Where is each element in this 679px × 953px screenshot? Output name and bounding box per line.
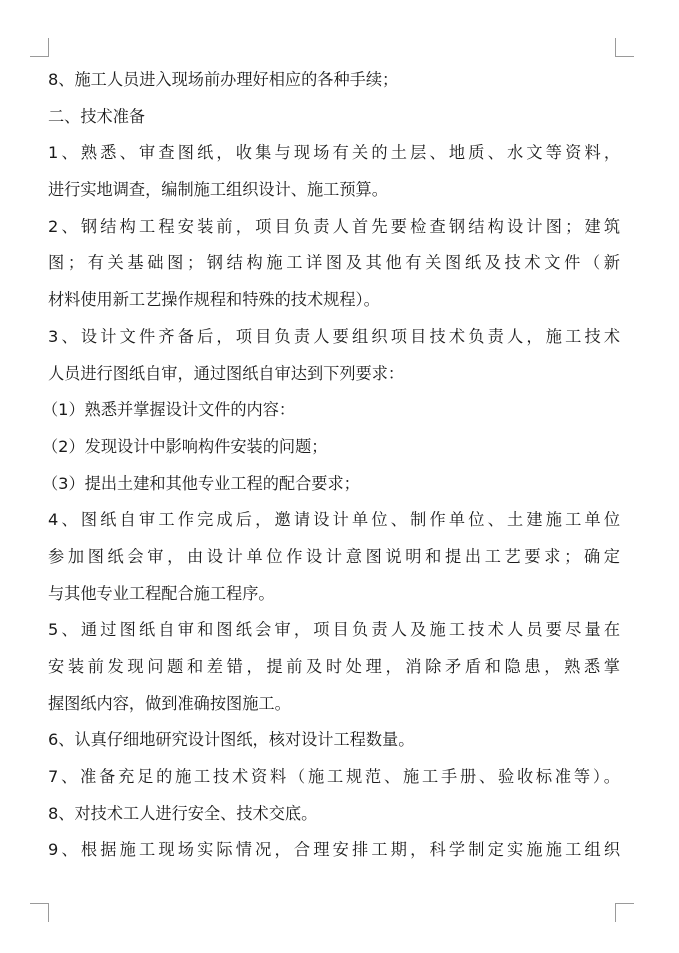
text-line: 2、钢结构工程安装前，项目负责人首先要检查钢结构设计图；建筑 (48, 216, 620, 236)
text-line: 材料使用新工艺操作规程和特殊的技术规程）。 (48, 290, 380, 310)
bottom-right-corner-mark (615, 903, 634, 922)
document-body (42, 62, 620, 869)
text-line: 7、准备充足的施工技术资料（施工规范、施工手册、验收标准等）。 (48, 767, 620, 787)
text-line: 与其他专业工程配合施工程序。 (48, 583, 275, 603)
text-line: 进行实地调查，编制施工组织设计、施工预算。 (48, 180, 388, 200)
section-heading: 二、技术准备 (48, 106, 146, 126)
text-line: 4、图纸自审工作完成后，邀请设计单位、制作单位、土建施工单位 (48, 510, 620, 530)
text-line: 1、熟悉、审查图纸，收集与现场有关的土层、地质、水文等资料， (48, 143, 620, 163)
list-item: （1）熟悉并掌握设计文件的内容： (42, 400, 296, 420)
text-line: 人员进行图纸自审，通过图纸自审达到下列要求： (48, 363, 405, 383)
top-right-corner-mark (615, 38, 634, 57)
text-line: 安装前发现问题和差错，提前及时处理，消除矛盾和隐患，熟悉掌 (48, 657, 620, 676)
text-line: 8、施工人员进入现场前办理好相应的各种手续； (48, 70, 399, 89)
bottom-left-corner-mark (30, 903, 49, 922)
list-item: （2）发现设计中影响构件安装的问题； (42, 436, 328, 456)
list-item: （3）提出土建和其他专业工程的配合要求； (42, 473, 360, 493)
top-left-corner-mark (30, 38, 49, 57)
text-line: 8、对技术工人进行安全、技术交底。 (48, 803, 318, 823)
text-line: 图；有关基础图；钢结构施工详图及其他有关图纸及技术文件（新 (48, 253, 620, 273)
text-line: 参加图纸会审，由设计单位作设计意图说明和提出工艺要求；确定 (48, 546, 620, 566)
text-line: 3、设计文件齐备后，项目负责人要组织项目技术负责人，施工技术 (48, 326, 620, 346)
text-line: 5、通过图纸自审和图纸会审，项目负责人及施工技术人员要尽量在 (48, 620, 620, 640)
text-line: 6、认真仔细地研究设计图纸，核对设计工程数量。 (48, 730, 415, 750)
text-line: 9、根据施工现场实际情况，合理安排工期，科学制定实施施工组织 (48, 840, 620, 860)
text-line: 握图纸内容，做到准确按图施工。 (48, 693, 291, 713)
